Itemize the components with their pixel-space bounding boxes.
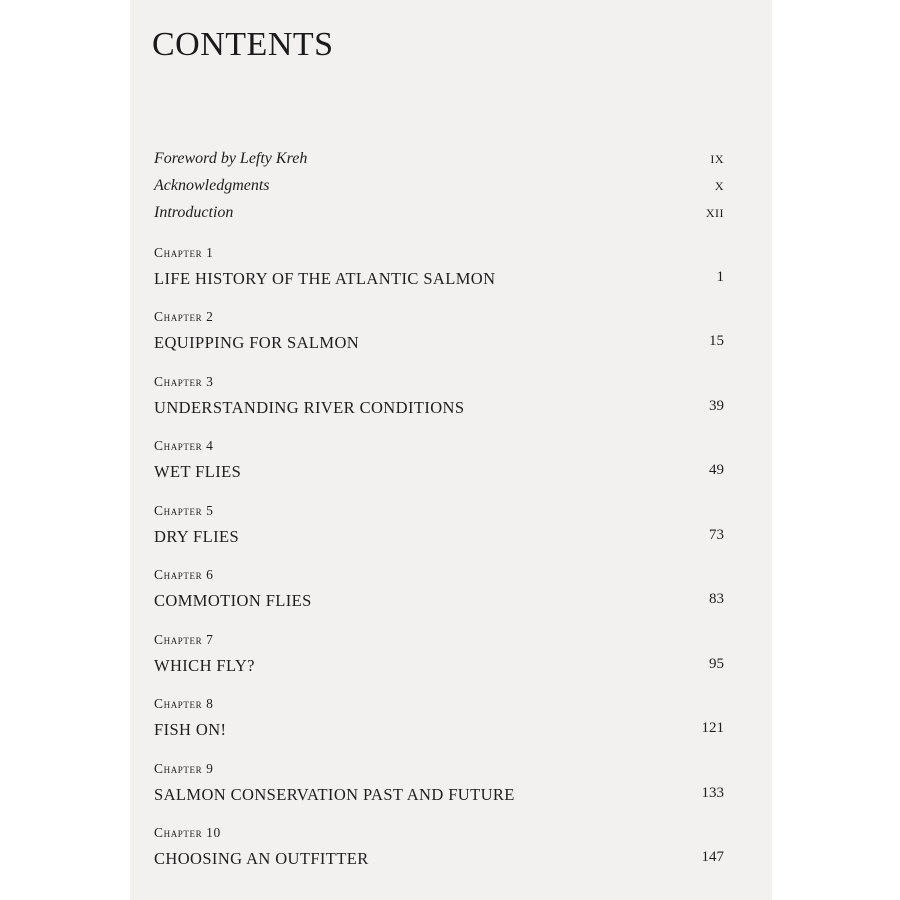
front-matter-page: X [714, 179, 724, 193]
chapter-entry [154, 825, 724, 881]
chapter-title: SALMON CONSERVATION PAST AND FUTURE [154, 785, 515, 804]
front-matter-label: Acknowledgments [154, 177, 270, 194]
chapter-number: Chapter 9 [154, 761, 214, 776]
chapter-title: EQUIPPING FOR SALMON [154, 333, 360, 352]
chapter-page-number: 83 [709, 591, 724, 607]
chapter-entry [154, 632, 724, 688]
chapter-title: DRY FLIES [154, 527, 240, 546]
chapter-title: LIFE HISTORY OF THE ATLANTIC SALMON [154, 269, 496, 288]
chapter-page-number: 95 [709, 656, 724, 672]
chapter-number: Chapter 1 [154, 245, 214, 260]
chapter-entry [154, 374, 724, 430]
front-matter-page: XII [705, 206, 724, 220]
chapter-title: WET FLIES [154, 462, 242, 481]
chapter-page-number: 15 [709, 333, 724, 349]
chapter-number: Chapter 2 [154, 309, 214, 324]
chapter-number: Chapter 10 [154, 825, 221, 840]
page-title: CONTENTS [152, 26, 334, 63]
chapter-title: FISH ON! [154, 720, 227, 739]
front-matter-entry [154, 150, 724, 174]
chapter-entry [154, 309, 724, 365]
chapter-entry [154, 438, 724, 494]
chapter-entry [154, 761, 724, 817]
chapter-number: Chapter 6 [154, 567, 214, 582]
front-matter-label: Introduction [154, 204, 234, 221]
chapter-number: Chapter 4 [154, 438, 214, 453]
chapter-entry [154, 567, 724, 623]
chapter-entry [154, 696, 724, 752]
chapter-number: Chapter 7 [154, 632, 214, 647]
front-matter-entry [154, 204, 724, 228]
chapter-page-number: 49 [709, 462, 724, 478]
chapter-page-number: 133 [701, 785, 724, 801]
chapter-number: Chapter 5 [154, 503, 214, 518]
chapter-title: WHICH FLY? [154, 656, 255, 675]
chapter-title: COMMOTION FLIES [154, 591, 312, 610]
book-page [130, 0, 772, 900]
chapter-number: Chapter 3 [154, 374, 214, 389]
front-matter-label: Foreword by Lefty Kreh [154, 150, 308, 167]
chapter-page-number: 1 [716, 269, 724, 285]
front-matter-entry [154, 177, 724, 201]
chapter-page-number: 73 [709, 527, 724, 543]
chapter-entry [154, 245, 724, 301]
chapter-number: Chapter 8 [154, 696, 214, 711]
chapter-title: CHOOSING AN OUTFITTER [154, 849, 369, 868]
chapter-page-number: 147 [701, 849, 724, 865]
chapter-entry [154, 503, 724, 559]
front-matter-page: IX [710, 152, 724, 166]
chapter-page-number: 39 [709, 398, 724, 414]
chapter-page-number: 121 [701, 720, 724, 736]
chapter-title: UNDERSTANDING RIVER CONDITIONS [154, 398, 465, 417]
